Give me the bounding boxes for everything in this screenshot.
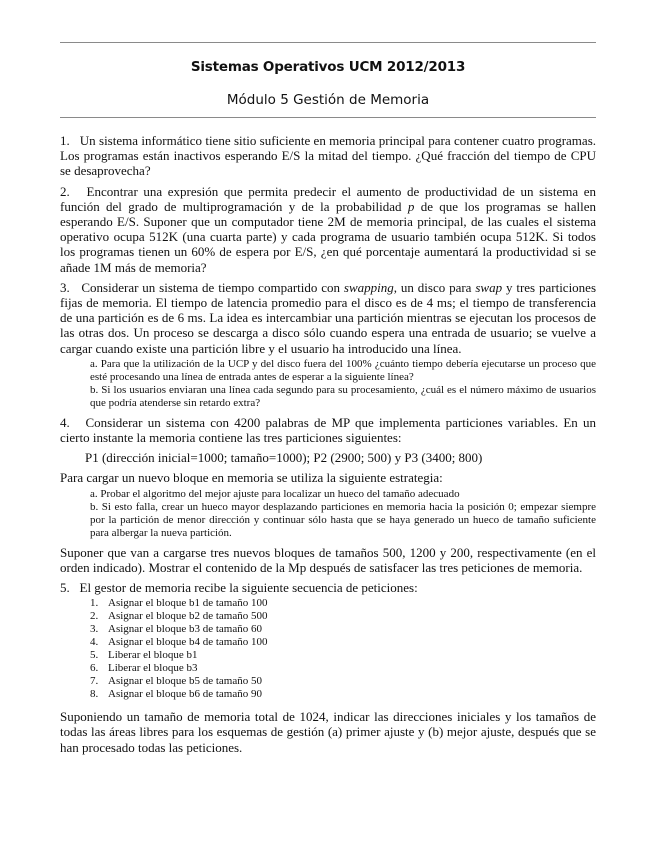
partition-list: P1 (dirección inicial=1000; tamaño=1000); P2 (2900; 500) y P3 (3400; 800): [85, 450, 483, 466]
question-3: [60, 280, 596, 356]
subitem-a: a. Para que la utilización de la UCP y del disco fuera del 100% ¿cuánto tiempo debería ejecutarse un proceso que esté procesando una línea de entrada antes de esperar a la siguiente línea?: [90, 357, 596, 383]
question-5-closing: Suponiendo un tamaño de memoria total de 1024, indicar las direcciones iniciales y los tamaños de todas las áreas libres para los esquemas de gestión (a) primer ajuste y (b) mejor ajuste, después que se han procesado todas las peticiones.: [60, 709, 596, 755]
list-item: 8. Asignar el bloque b6 de tamaño 90: [90, 688, 262, 701]
header-rule: [60, 117, 596, 118]
list-item: 5. Liberar el bloque b1: [90, 649, 198, 662]
subitem-b: b. Si los usuarios enviaran una línea cada segundo para su procesamiento, ¿cuál es el número máximo de usuarios que podría atenderse sin retardo extra?: [90, 383, 596, 409]
question-number: 4.: [60, 414, 70, 430]
exercise-list: [60, 133, 596, 755]
question-text: Encontrar una expresión que permita predecir el aumento de productividad de un sistema en función del grado de multiprogramación y de la probabilidad: [60, 183, 596, 214]
question-5: [60, 580, 596, 595]
page-title: Sistemas Operativos UCM 2012/2013: [190, 59, 466, 75]
question-2: [60, 184, 596, 275]
list-item: 4. Asignar el bloque b4 de tamaño 100: [90, 636, 268, 649]
question-4-subitems: [90, 488, 596, 540]
question-number: 2.: [60, 183, 70, 199]
question-3-subitems: [90, 358, 596, 410]
variable-p: p: [407, 198, 415, 214]
question-text: Considerar un sistema de tiempo compartido con: [81, 279, 344, 295]
list-item: 3. Asignar el bloque b3 de tamaño 60: [90, 623, 262, 636]
request-list: [90, 597, 596, 701]
term-swap: swap: [475, 279, 503, 295]
list-item: 7. Asignar el bloque b5 de tamaño 50: [90, 675, 262, 688]
page-subtitle: Módulo 5 Gestión de Memoria: [226, 92, 430, 108]
question-text: de que los programas se hallen esperando E/S. Suponer que un computador tiene 2M de memoria principal, de las cuales el sistema operativo ocupa 512K (una cuarta parte) y cada programa de usuario también ocupa 512K. Si todos los programas tienen un 60% de espera por E/S, ¿en qué porcentaje aumentará la productividad si se añade 1M más de memoria?: [60, 198, 596, 275]
list-item: 2. Asignar el bloque b2 de tamaño 500: [90, 610, 268, 623]
question-text: Un sistema informático tiene sitio suficiente en memoria principal para contener cuatro programas. Los programas están inactivos esperando E/S la mitad del tiempo. ¿Qué fracción del tiempo de CPU se desaprovecha?: [60, 133, 596, 179]
question-text: El gestor de memoria recibe la siguiente secuencia de peticiones:: [79, 580, 418, 596]
question-1: [60, 133, 596, 179]
question-text: Considerar un sistema con 4200 palabras de MP que implementa particiones variables. En un cierto instante la memoria contiene las tres particiones siguientes:: [60, 414, 597, 446]
question-number: 5.: [60, 580, 70, 596]
list-item: 1. Asignar el bloque b1 de tamaño 100: [90, 597, 268, 610]
subitem-a: a. Probar el algoritmo del mejor ajuste para localizar un hueco del tamaño adecuado: [90, 487, 460, 500]
top-rule: [60, 42, 596, 43]
question-text: , un disco para: [393, 279, 476, 295]
term-swapping: swapping: [343, 279, 394, 295]
question-number: 1.: [60, 133, 70, 148]
question-4: [60, 415, 596, 445]
strategy-intro: Para cargar un nuevo bloque en memoria se utiliza la siguiente estrategia:: [60, 470, 443, 486]
subitem-b: b. Si esto falla, crear un hueco mayor desplazando particiones en memoria hacia la posición 0; empezar siempre por la partición de menor dirección y continuar sólo hasta que se haya generado un hueco de tamaño suficiente para albergar la nueva partición.: [90, 500, 596, 539]
question-number: 3.: [60, 279, 70, 295]
question-4-closing: Suponer que van a cargarse tres nuevos bloques de tamaños 500, 1200 y 200, respectivamente (en el orden indicado). Mostrar el contenido de la Mp después de satisfacer las tres peticiones de memoria.: [60, 544, 596, 575]
list-item: 6. Liberar el bloque b3: [90, 662, 198, 675]
question-text: y tres particiones fijas de memoria. El tiempo de latencia promedio para el disco es de 4 ms; el tiempo de transferencia de una partición es de 6 ms. La idea es intercambiar una partición mientras se ejecutan los procesos de las otras dos. Un proceso se descarga a disco sólo cuando espera una entrada de usuario; se vuelve a cargar cuando existe una partición libre y el usuario ha introducido una línea.: [60, 279, 597, 356]
